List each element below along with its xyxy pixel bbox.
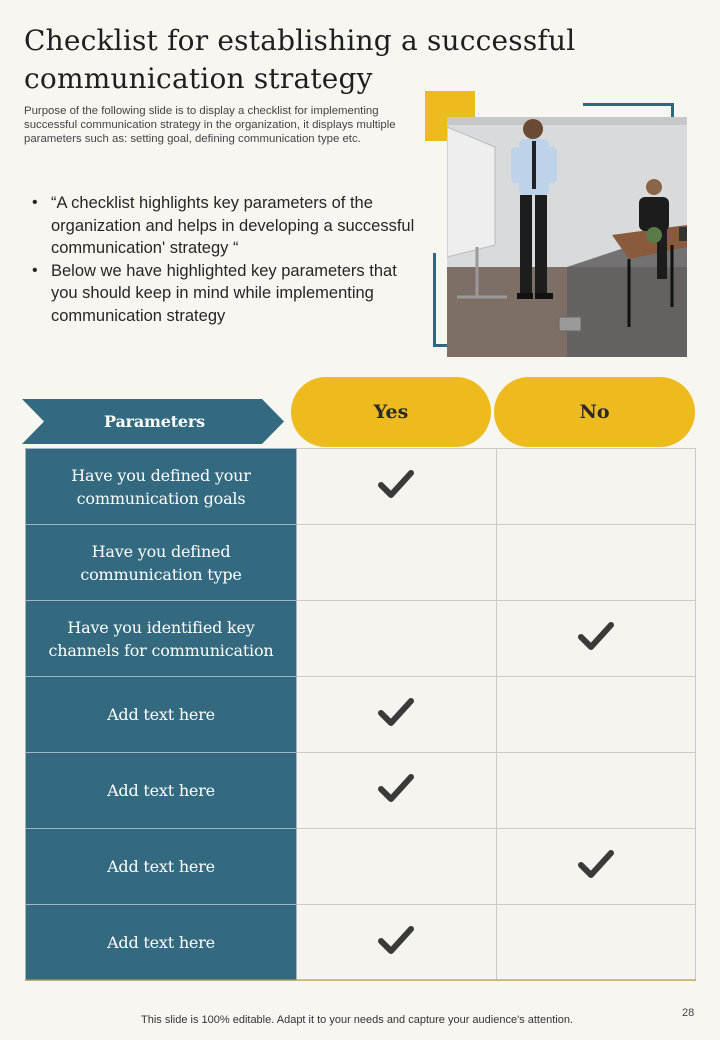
no-column-header: No (494, 377, 695, 447)
table-row (26, 753, 696, 829)
checklist-table (25, 448, 696, 981)
no-cell (496, 601, 696, 677)
checkmark-icon (377, 772, 415, 804)
yes-cell (297, 601, 497, 677)
parameter-cell: Add text here (26, 829, 297, 905)
yes-cell (297, 525, 497, 601)
no-cell (496, 677, 696, 753)
yes-cell (297, 753, 497, 829)
no-cell (496, 525, 696, 601)
yes-cell (297, 829, 497, 905)
bullet-item: • Below we have highlighted key parameters that you should keep in mind while implementing communication strategy (30, 260, 425, 328)
yes-column-header: Yes (291, 377, 491, 447)
parameter-cell: Have you defined communication type (26, 525, 297, 601)
table-row (26, 449, 696, 525)
table-row (26, 905, 696, 981)
bullet-item: • “A checklist highlights key parameters of the organization and helps in developing a successful communication' strategy “ (30, 192, 425, 260)
page-subtitle: Purpose of the following slide is to display a checklist for implementing successful communication strategy in the organization, it displays multiple parameters such as: setting goal, defining communication type etc. (24, 105, 396, 145)
parameter-cell: Have you defined your communication goals (26, 449, 297, 525)
no-cell (496, 905, 696, 981)
table-row (26, 601, 696, 677)
yes-cell (297, 905, 497, 981)
bullet-list (30, 192, 425, 327)
parameter-cell: Have you identified key channels for communication (26, 601, 297, 677)
page-number: 28 (682, 1007, 695, 1019)
yes-cell (297, 449, 497, 525)
no-cell (496, 829, 696, 905)
table-row (26, 525, 696, 601)
table-bottom-rule (25, 979, 696, 981)
yes-cell (297, 677, 497, 753)
page-title: Checklist for establishing a successful communication strategy (24, 24, 576, 95)
parameters-header: Parameters (104, 412, 205, 431)
checkmark-icon (577, 848, 615, 880)
checkmark-icon (377, 468, 415, 500)
footer-note: This slide is 100% editable. Adapt it to your needs and capture your audience's attention. (141, 1014, 573, 1026)
parameter-cell: Add text here (26, 677, 297, 753)
presentation-photo (447, 117, 687, 357)
parameter-cell: Add text here (26, 753, 297, 829)
table-row (26, 829, 696, 905)
table-row (26, 677, 696, 753)
no-cell (496, 753, 696, 829)
no-cell (496, 449, 696, 525)
checkmark-icon (377, 924, 415, 956)
parameter-cell: Add text here (26, 905, 297, 981)
checkmark-icon (577, 620, 615, 652)
checkmark-icon (377, 696, 415, 728)
